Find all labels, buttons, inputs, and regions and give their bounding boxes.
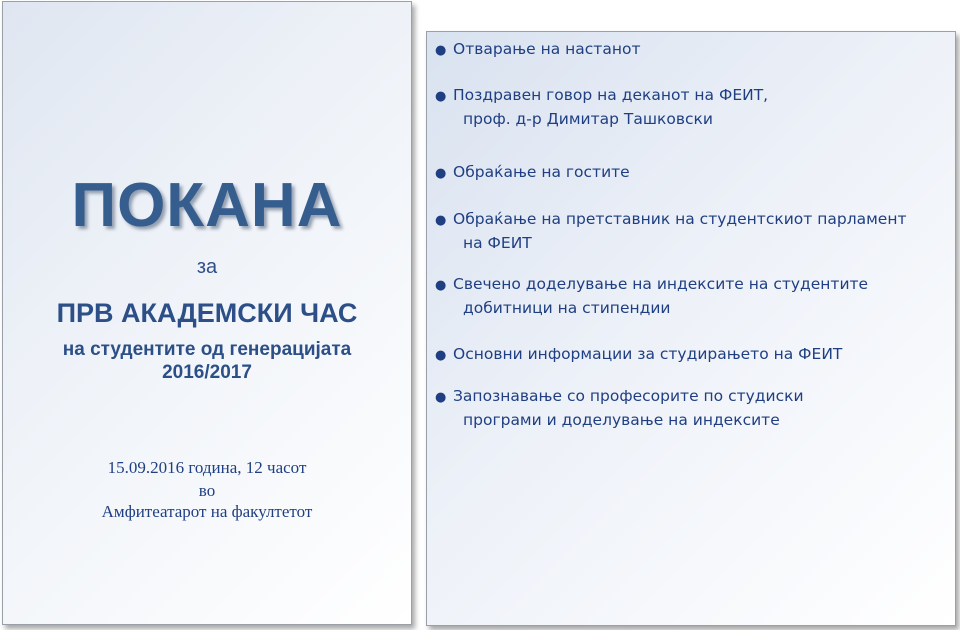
agenda-item — [435, 84, 768, 131]
invitation-for: за — [196, 256, 218, 278]
bullet-icon: ● — [435, 43, 447, 58]
event-name: ПРВ АКАДЕМСКИ ЧАС — [56, 298, 358, 328]
agenda-item-line1: Поздравен говор на деканот на ФЕИТ, — [453, 86, 769, 104]
agenda-item — [435, 208, 907, 255]
agenda-item — [435, 343, 842, 367]
agenda-item-line1: Основни информации за студирањето на ФЕИТ — [453, 345, 843, 363]
agenda-item — [435, 38, 640, 62]
bullet-icon: ● — [435, 166, 447, 181]
agenda-item-line2: проф. д-р Димитар Ташковски — [463, 110, 713, 128]
bullet-icon: ● — [435, 390, 447, 405]
agenda-item-line1: Отварање на настанот — [453, 40, 641, 58]
agenda-item — [435, 161, 630, 185]
event-date-time: 15.09.2016 година, 12 часот — [107, 458, 307, 477]
agenda-item-line1: Запознавање со професорите по студиски — [453, 387, 804, 405]
agenda-item — [435, 385, 804, 432]
event-subtitle-line2: 2016/2017 — [162, 362, 252, 383]
bullet-icon: ● — [435, 213, 447, 228]
event-preposition: во — [198, 481, 216, 500]
agenda-item-line1: Обраќање на претставник на студентскиот парламент — [453, 210, 907, 228]
invitation-card — [2, 1, 412, 625]
event-subtitle-line1: на студентите од генерацијата — [62, 339, 352, 360]
invitation-title: ПОКАНА — [71, 171, 343, 240]
agenda-item-line2: добитници на стипендии — [463, 299, 671, 317]
agenda-item-line2: програми и доделување на индексите — [463, 411, 780, 429]
bullet-icon: ● — [435, 278, 447, 293]
agenda-item-line1: Свечено доделување на индексите на студентите — [453, 275, 869, 293]
bullet-icon: ● — [435, 348, 447, 363]
agenda-item-line2: на ФЕИТ — [463, 234, 532, 252]
agenda-item — [435, 273, 868, 320]
bullet-icon: ● — [435, 89, 447, 104]
event-place: Амфитеатарот на факултетот — [101, 502, 313, 521]
agenda-item-line1: Обраќање на гостите — [453, 163, 630, 181]
agenda-card — [426, 31, 956, 626]
